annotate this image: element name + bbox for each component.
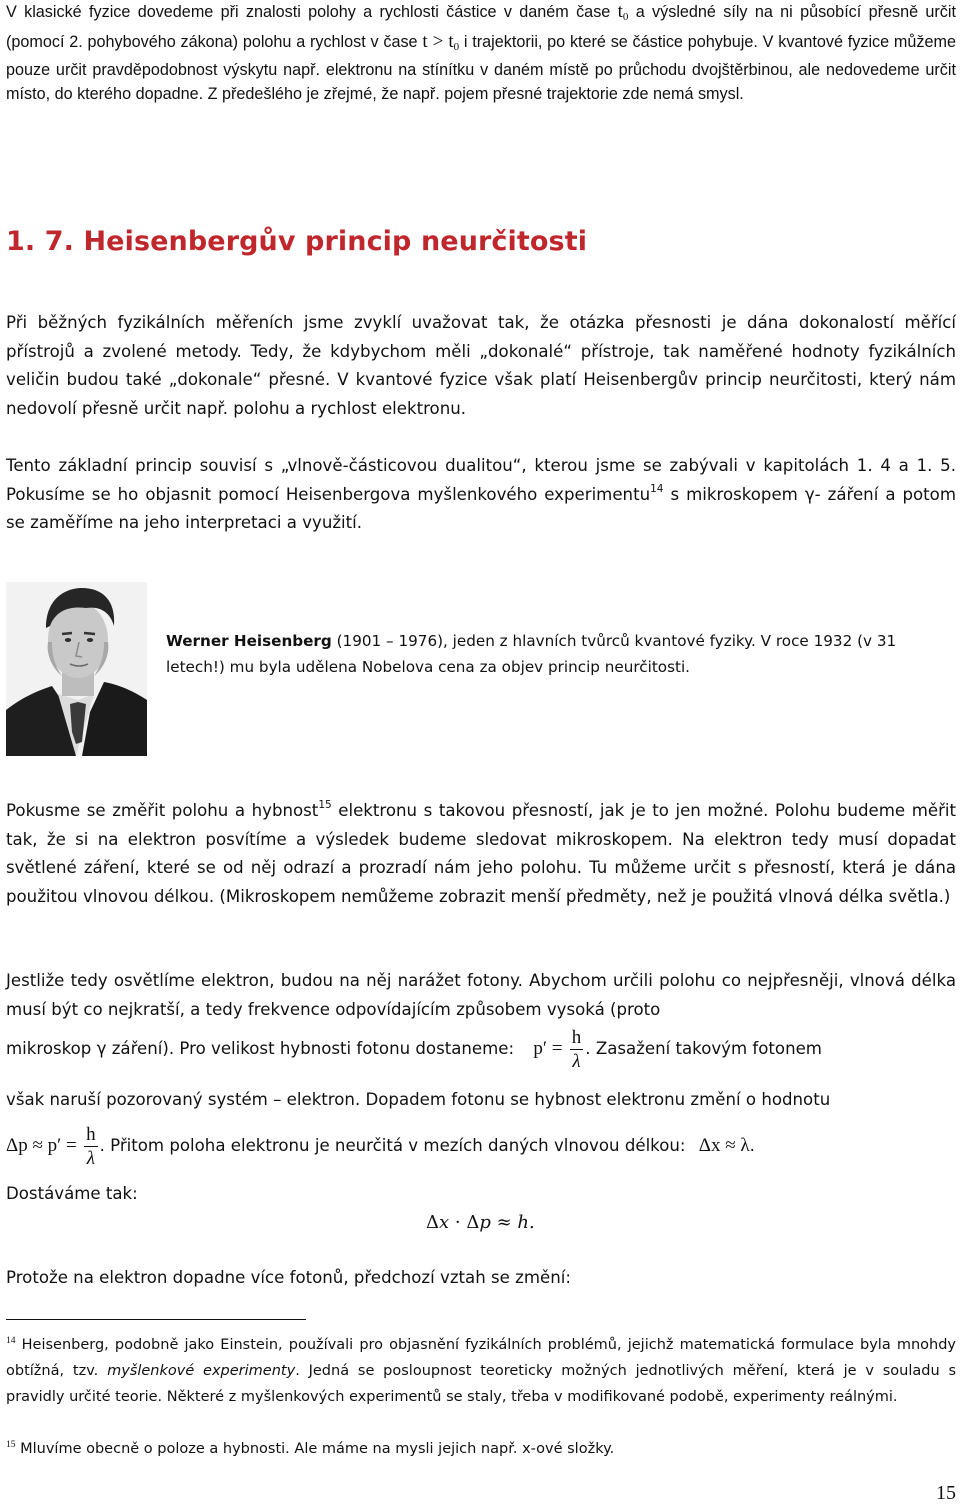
page-number: 15 (936, 1482, 956, 1504)
uncertainty-line: Δp ≈ p′ = $\frac{h}{\lambda}$ . Přitom poloha elektronu je neurčitá v mezích daných vlnovou délkou: Δx ≈ λ. (6, 1124, 755, 1169)
footnote-14: $^{14}$ Heisenberg, podobně jako Einstein, používali pro objasnění fyzikálních problémů, jejichž matematická formulace byla mnohdy obtížná, tzv. myšlenkové experimenty. Jedná se posloupnost teoreticky možných jednotlivých měření, která je v souladu s pravidly určité teorie. Některé z myšlenkových experimentů se staly, třeba v modifikované podobě, experimenty reálnými. (6, 1336, 957, 1405)
fraction-h-lambda-2: $\frac{h}{\lambda}$ (86, 1124, 96, 1169)
document-page (6, 0, 956, 1508)
caption-text: (1901 – 1976), jeden z hlavních tvůrců kvantové fyziky. V roce 1932 (v 31 letech!) mu byla udělena Nobelova cena za objev princip neurčitosti. (166, 632, 897, 676)
paragraph-duality: Tento základní princip souvisí s „vlnově-částicovou dualitou“, kterou jsme se zabývali v kapitolách 1. 4 a 1. 5. Pokusíme se ho objasnit pomocí Heisenbergova myšlenkového experimentu$^{14}$ s mikroskopem γ- záření a potom se zaměříme na jeho interpretaci a využití. (6, 456, 956, 533)
obtain-label: Dostáváme tak: (6, 1184, 138, 1203)
footnote-15: $^{15}$ Mluvíme obecně o poloze a hybnosti. Ale máme na mysli jejich např. x-ové složky. (6, 1440, 615, 1457)
formula-dx-approx: Δx ≈ λ (698, 1135, 750, 1156)
intro-text-1: V klasické fyzice dovedeme při znalosti polohy a rychlosti částice v daném čase (6, 3, 618, 21)
t0-symbol-2: $t_0$ (448, 30, 460, 53)
photon-momentum-line: mikroskop γ záření). Pro velikost hybnosti fotonu dostaneme: p′ = $\frac{h}{\lambda}$ . Zasažení takovým fotonem (6, 1027, 822, 1072)
footnote-ref-15[interactable]: 15 (318, 799, 332, 811)
portrait-photo (6, 582, 147, 756)
section-heading: 1. 7. Heisenbergův princip neurčitosti (6, 226, 588, 257)
t0-symbol: $t_0$ (617, 1, 629, 23)
formula-dp-approx: Δp ≈ p′ = (6, 1135, 77, 1156)
disturbance-line: však naruší pozorovaný systém – elektron. Dopadem fotonu se hybnost elektronu změní o hodnotu (6, 1090, 831, 1109)
intro-text-3: i trajektorii, po které se částice pohybuje. V kvantové fyzice můžeme pouze určit pravděpodobnost výskytu např. elektronu na stínítku v daném místě po průchodu dvojštěrbinou, ale nedovedeme určit místo, do kterého dopadne. Z předešlého je zřejmé, že např. pojem přesné trajektorie zde nemá smysl. (6, 32, 956, 104)
portrait-photo-image (6, 582, 147, 756)
gt-symbol: > (427, 30, 449, 52)
footnote-ref-14[interactable]: 14 (650, 482, 664, 495)
formula-p-prime: p′ = (533, 1038, 563, 1059)
paragraph-measurement: Při běžných fyzikálních měřeních jsme zvyklí uvažovat tak, že otázka přesnosti je dána dokonalostí měřící přístrojů a zvolené metody. Tedy, že kdybychom měli „dokonalé“ přístroje, tak naměřené hodnoty fyzikálních veličin budou také „dokonale“ přesné. V kvantové fyzice však platí Heisenbergův princip neurčitosti, který nám nedovolí přesně určit např. polohu a rychlost elektronu. (6, 313, 956, 418)
t-symbol: t (422, 30, 428, 52)
footnote-divider (6, 1319, 306, 1320)
uncertainty-equation: Δx · Δp ≈ h. (426, 1212, 535, 1233)
caption-name: Werner Heisenberg (166, 632, 332, 650)
intro-paragraph (6, 0, 956, 107)
fraction-h-lambda: $\frac{h}{\lambda}$ (571, 1027, 582, 1072)
intro-text-2: a výsledné síly na ni působící přesně určit (pomocí 2. pohybového zákona) polohu a rychlost v čase (6, 3, 956, 51)
paragraph-position-momentum: Pokusme se změřit polohu a hybnost$^{15}$ elektronu s takovou přesností, jak je to jen možné. Polohu budeme měřit tak, že si na elektron posvítíme a výsledek budeme sledovat mikroskopem. Na elektron tedy musí dopadat světlené záření, které se od něj odrazí a prozradí nám jeho polohu. Tu můžeme určit s přesností, která je dána použitou vlnovou délkou. (Mikroskopem nemůžeme zobrazit menší předměty, než je použitá vlnová délka světla.) (6, 799, 957, 906)
photo-caption (166, 628, 956, 680)
paragraph-more-photons: Protože na elektron dopadne více fotonů, předchozí vztah se změní: (6, 1268, 571, 1287)
paragraph-photons: Jestliže tedy osvětlíme elektron, budou na něj narážet fotony. Abychom určili polohu co nejpřesněji, vlnová délka musí být co nejkratší, a tedy frekvence odpovídajícím způsobem vysoká (proto (6, 971, 956, 1019)
